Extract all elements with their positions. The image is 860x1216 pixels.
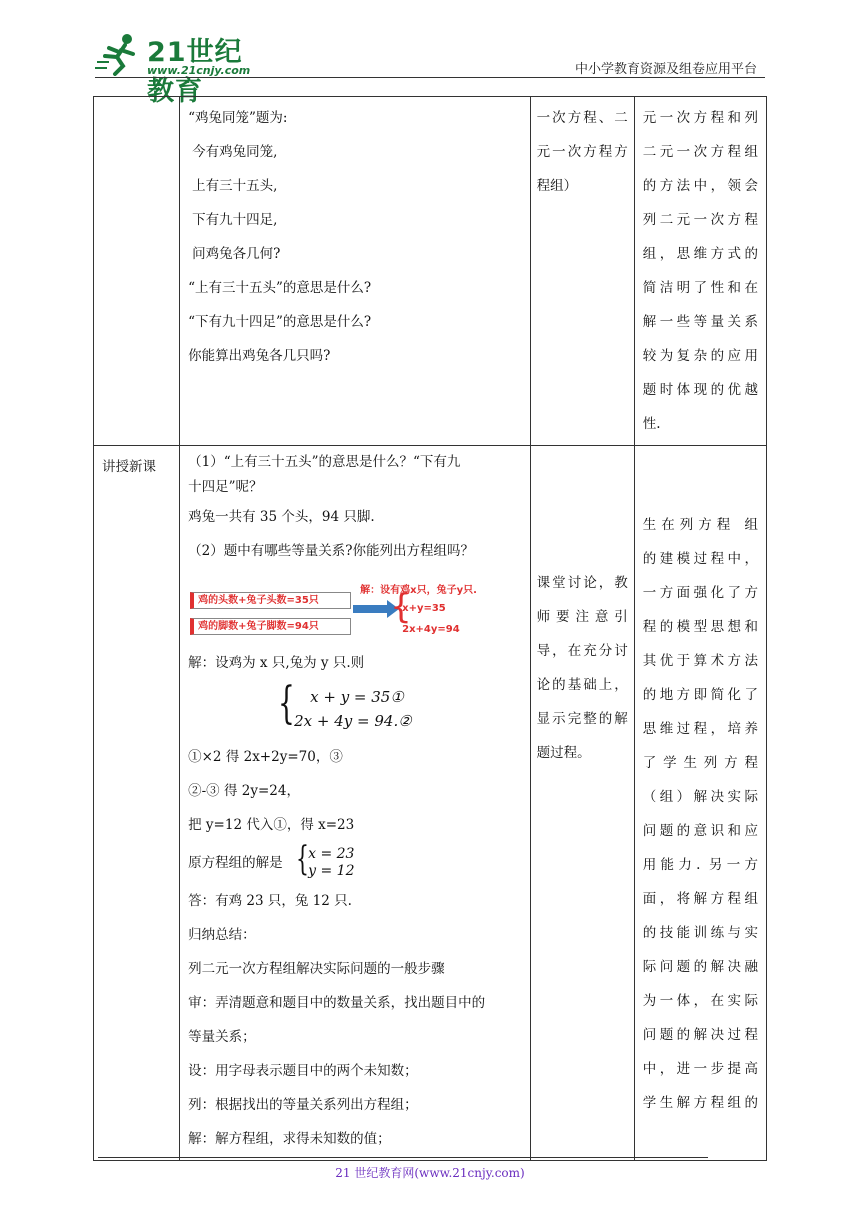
- solution-eq-1: x = 23: [308, 846, 355, 862]
- solution-eq-2: y = 12: [308, 863, 355, 879]
- brace-icon: {: [296, 839, 310, 879]
- text-line: 的地方即简化了: [642, 687, 758, 703]
- solution-label: 原方程组的解是: [188, 855, 283, 871]
- text-line: 论的基础上，: [536, 677, 628, 693]
- stage-cell: [94, 446, 180, 1161]
- activity-cell: [530, 446, 634, 1161]
- header-divider: [95, 77, 765, 78]
- text-line: 今有鸡兔同笼,: [192, 144, 278, 160]
- relation-box-heads: 鸡的头数+兔子头数=35只: [190, 592, 351, 609]
- relation-box-feet: 鸡的脚数+兔子脚数=94只: [190, 618, 351, 635]
- logo-text: 21世纪教育: [147, 37, 243, 107]
- figure-eq-1: x+y=35: [402, 603, 446, 614]
- text-line: 问题的意识和应: [642, 823, 758, 839]
- text-line: 较为复杂的应用: [642, 348, 758, 364]
- text-line: 了学生列方程: [642, 755, 758, 771]
- text-line: 的方法中，领会: [642, 178, 758, 194]
- system-eq-1: x + y = 35①: [310, 688, 404, 706]
- table-row: [94, 446, 767, 1161]
- summary-line: 审：弄清题意和题目中的数量关系，找出题目中的: [188, 995, 486, 1011]
- text-line: “下有九十四足”的意思是什么?: [188, 314, 372, 330]
- runner-logo-icon: [95, 32, 147, 76]
- solve-intro: 解：设鸡为 x 只,兔为 y 只.则: [188, 655, 365, 671]
- intent-cell: [634, 97, 766, 446]
- platform-title: 中小学教育资源及组卷应用平台: [574, 62, 757, 77]
- content-cell: [180, 446, 531, 1161]
- text-line: 课堂讨论，教: [536, 575, 628, 591]
- summary-line: 列二元一次方程组解决实际问题的一般步骤: [188, 961, 445, 977]
- question-2: （2）题中有哪些等量关系?你能列出方程组吗？: [188, 543, 474, 559]
- content-cell: [180, 97, 531, 446]
- equation-system: [278, 680, 522, 740]
- text-line: 的技能训练与实: [642, 925, 758, 941]
- question-1-cont: 十四足”呢？: [188, 479, 263, 495]
- text-line: 下有九十四足,: [192, 212, 278, 228]
- equation-figure: [188, 572, 522, 642]
- text-line: 显示完整的解: [536, 711, 628, 727]
- brace-icon: {: [390, 587, 412, 627]
- text-line: 师要注意引: [536, 609, 628, 625]
- text-line: 程的模型思想和: [642, 619, 758, 635]
- text-line: 导，在充分讨: [536, 643, 628, 659]
- brace-icon: {: [278, 678, 295, 729]
- text-line: 学生解方程组的: [642, 1095, 758, 1111]
- stage-label: 讲授新课: [102, 459, 156, 475]
- figure-eq-2: 2x+4y=94: [402, 624, 460, 635]
- text-line: （组）解决实际: [642, 789, 758, 805]
- text-line: 问鸡兔各几何?: [192, 246, 281, 262]
- text-line: 用能力. 另一方: [642, 857, 758, 873]
- text-line: 元一次方程方: [536, 144, 628, 160]
- answer-line: 答：有鸡 23 只，兔 12 只.: [188, 893, 352, 909]
- text-line: 程组）: [536, 178, 578, 194]
- table-row: [94, 97, 767, 446]
- text-line: 解一些等量关系: [642, 314, 758, 330]
- text-line: 一方面强化了方: [642, 585, 758, 601]
- lesson-table: [93, 96, 767, 1161]
- text-line: 面，将解方程组: [642, 891, 758, 907]
- text-line: 其优于算术方法: [642, 653, 758, 669]
- stage-cell: [94, 97, 180, 446]
- step-line: ②-③ 得 2y=24，: [188, 783, 300, 799]
- summary-line: 解：解方程组，求得未知数的值；: [188, 1131, 391, 1147]
- solution: [188, 839, 522, 884]
- text-line: “鸡兔同笼”题为:: [188, 110, 288, 126]
- step-line: ①×2 得 2x+2y=70，③: [188, 749, 343, 765]
- text-line: 元一次方程和列: [642, 110, 758, 126]
- text-line: 你能算出鸡兔各几只吗?: [188, 348, 331, 364]
- logo-url: www.21cnjy.com: [147, 64, 251, 77]
- text-line: 中，进一步提高: [642, 1061, 758, 1077]
- text-line: 生在列方程 组: [642, 517, 758, 533]
- text-line: 性.: [642, 416, 661, 432]
- text-line: 列二元一次方程: [642, 212, 758, 228]
- summary-line: 设：用字母表示题目中的两个未知数；: [188, 1063, 418, 1079]
- answer-1: 鸡兔一共有 35 个头，94 只脚.: [188, 509, 375, 525]
- text-line: 组，思维方式的: [642, 246, 758, 262]
- text-line: 际问题的解决融: [642, 959, 758, 975]
- text-line: 思维过程，培养: [642, 721, 758, 737]
- footer-divider: [98, 1157, 708, 1158]
- text-line: 问题的解决过程: [642, 1027, 758, 1043]
- step-line: 把 y=12 代入①，得 x=23: [188, 817, 355, 833]
- text-line: 题过程。: [536, 745, 591, 761]
- figure-label: 解：设有鸡x只，兔子y只.: [360, 585, 477, 596]
- summary-line: 归纳总结：: [188, 927, 256, 943]
- text-line: 二元一次方程组: [642, 144, 758, 160]
- system-eq-2: 2x + 4y = 94.②: [294, 712, 412, 730]
- intent-cell: [634, 446, 766, 1161]
- text-line: 的建模过程中，: [642, 551, 758, 567]
- text-line: 为一体，在实际: [642, 993, 758, 1009]
- logo: [95, 32, 270, 107]
- activity-cell: [530, 97, 634, 446]
- text-line: 题时体现的优越: [642, 382, 758, 398]
- text-line: “上有三十五头”的意思是什么?: [188, 280, 372, 296]
- question-1: （1）“上有三十五头”的意思是什么？“下有九: [188, 454, 461, 470]
- text-line: 一次方程、二: [536, 110, 628, 126]
- summary-line: 等量关系；: [188, 1029, 256, 1045]
- footer-text: 21 世纪教育网(www.21cnjy.com): [335, 1166, 525, 1180]
- text-line: 上有三十五头,: [192, 178, 278, 194]
- text-line: 简洁明了性和在: [642, 280, 758, 296]
- summary-line: 列：根据找出的等量关系列出方程组；: [188, 1097, 418, 1113]
- page-header: [95, 28, 765, 107]
